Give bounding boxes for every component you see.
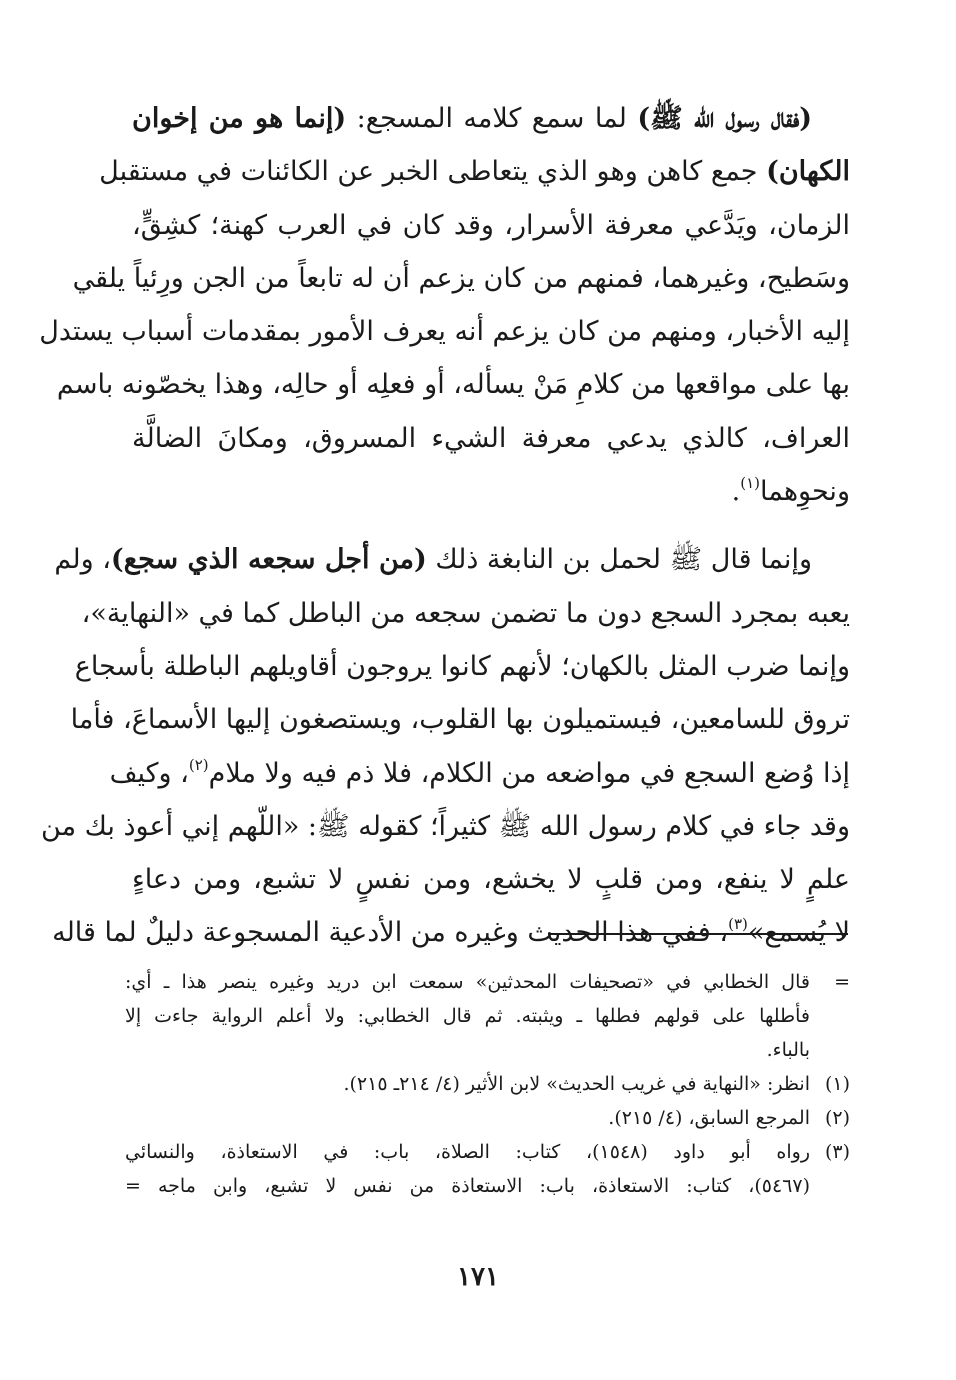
footnote-line: (٥٤٦٧)، كتاب: الاستعاذة، باب: الاستعاذة من نفس لا تشبع، وابن ماجه =: [125, 1175, 810, 1197]
footnote-line: المرجع السابق، (٤/ ٢١٥).: [608, 1107, 810, 1129]
main-text: [39, 92, 850, 960]
footnote-continued: [125, 965, 850, 1067]
footnote-number: (٢): [824, 1107, 850, 1129]
paragraph-2: [54, 533, 850, 586]
footnote-1: [125, 1067, 850, 1101]
text-line: وسَطيح، وغيرهما، فمنهم من كان يزعم أن له تابعاً من الجن ورِئياً يلقي: [72, 262, 850, 294]
text-line: العراف، كالذي يدعي معرفة الشيء المسروق، ومكانَ الضالَّة: [132, 422, 850, 454]
paragraph-1: [132, 92, 850, 145]
footnotes: [125, 965, 850, 1203]
footnote-line: رواه أبو داود (١٥٤٨)، كتاب: الصلاة، باب: في الاستعاذة، والنسائي: [125, 1141, 810, 1163]
continuation-marker: =: [834, 971, 850, 993]
text-line: إليه الأخبار، ومنهم من كان يزعم أنه يعرف الأمور بمقدمات أسباب يستدل: [39, 316, 850, 348]
text-line: ونحوِهما$^{(١)}$.: [731, 474, 850, 508]
footnote-line: بالباء.: [766, 1039, 810, 1061]
footnote-number: (٣): [824, 1141, 850, 1163]
text-line: يعبه بمجرد السجع دون ما تضمن سجعه من الباطل كما في «النهاية»،: [81, 597, 850, 629]
footnote-3: [125, 1135, 850, 1203]
paragraph-1-cont: [39, 145, 850, 518]
text-line: وإنما ضرب المثل بالكهان؛ لأنهم كانوا يروجون أقاويلهم الباطلة بأسجاع: [74, 650, 850, 682]
text-line: علمٍ لا ينفع، ومن قلبٍ لا يخشع، ومن نفسٍ لا تشبع، ومن دعاءٍ: [132, 864, 850, 896]
page-number: ١٧١: [457, 1262, 499, 1292]
footnote-number: (١): [824, 1073, 850, 1095]
footnote-2: [125, 1101, 850, 1135]
text-line: تروق للسامعين، فيستميلون بها القلوب، ويستصغون إليها الأسماعَ، فأما: [70, 704, 850, 736]
paragraph-2-cont: [41, 587, 850, 960]
text-line: (فقال رسول الله ﷺ) لما سمع كلامه المسجع: (إنما هو من إخوان: [132, 103, 812, 134]
text-line: الكهان) جمع كاهن وهو الذي يتعاطى الخبر عن الكائنات في مستقبل: [99, 156, 850, 188]
text-line: لا يُسمع»$^{(٣)}$، ففي هذا الحديث وغيره من الأدعية المسجوعة دليلٌ لما قاله: [52, 915, 850, 949]
text-line: الزمان، ويَدَّعي معرفة الأسرار، وقد كان في العرب كهنة؛ كشِقٍّ،: [132, 209, 850, 241]
footnote-line: فأطلها على قولهم فطلها ـ ويثبته. ثم قال الخطابي: ولا أعلم الرواية جاءت إلا: [125, 1005, 810, 1027]
footnote-ref[interactable]: (٣): [728, 915, 748, 934]
footnote-ref[interactable]: (٢): [188, 755, 209, 774]
text-line: بها على مواقعها من كلامِ مَنْ يسأله، أو فعلِه أو حالِه، وهذا يخصّونه باسم: [56, 369, 850, 401]
footnote-line: انظر: «النهاية في غريب الحديث» لابن الأثير (٤/ ٢١٤ـ ٢١٥).: [343, 1073, 810, 1095]
footnote-ref[interactable]: (١): [740, 474, 760, 493]
footnote-line: قال الخطابي في «تصحيفات المحدثين» سمعت ابن دريد وغيره ينصر هذا ـ أي:: [125, 971, 810, 993]
footnote-separator: [548, 933, 848, 935]
text-line: إذا وُضع السجع في مواضعه من الكلام، فلا ذم فيه ولا ملام$^{(٢)}$، وكيف: [109, 755, 850, 789]
text-line: وقد جاء في كلام رسول الله ﷺ كثيراً؛ كقوله ﷺ: «اللّهم إني أعوذ بك من: [41, 810, 850, 842]
text-line: وإنما قال ﷺ لحمل بن النابغة ذلك (من أجل سجعه الذي سجع)، ولم: [54, 544, 812, 576]
